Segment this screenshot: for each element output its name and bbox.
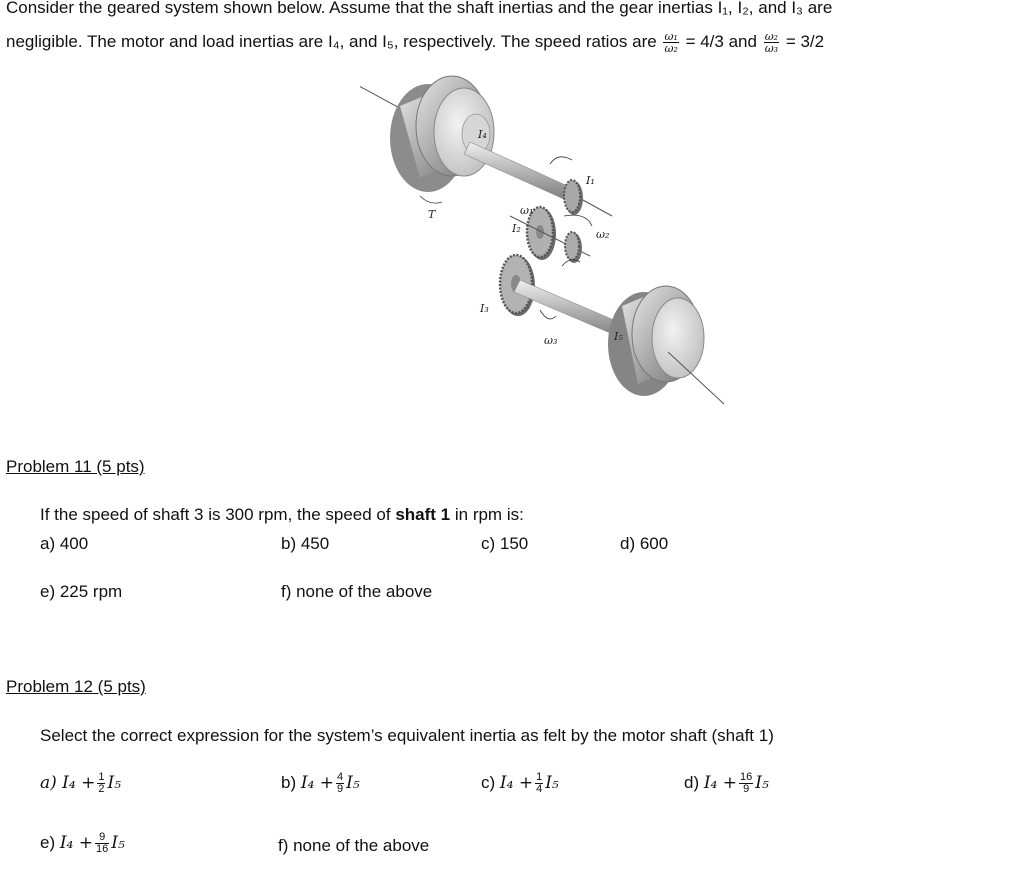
- problem-12-question: Select the correct expression for the system’s equivalent inertia as felt by the motor shaft (shaft 1): [40, 726, 774, 745]
- gear-1: [564, 180, 583, 215]
- problem-11-question-end: in rpm is:: [450, 505, 524, 524]
- speed-ratio-1: [663, 31, 678, 54]
- intro-line-2-text: negligible. The motor and load inertias are I₄, and I₅, respectively. The speed ratios are: [6, 32, 657, 51]
- ratio-2-value: = 3/2: [785, 32, 825, 51]
- p12-option-d-tail: I₅: [755, 772, 769, 793]
- label-T: T: [428, 208, 436, 221]
- p12-option-c-prefix: c): [481, 772, 500, 792]
- p12-option-e-tail: I₅: [111, 832, 125, 853]
- ratio-2-numerator: ω₂: [764, 30, 779, 44]
- intro-line-1-text: Consider the geared system shown below. Assume that the shaft inertias and the gear inertias I₁, I₂, and I₃ are: [6, 0, 833, 17]
- p12-option-e-base: I₄ +: [59, 832, 94, 853]
- p12-option-b-tail: I₅: [346, 772, 360, 793]
- problem-11-question: [40, 505, 524, 525]
- p12-option-c-num: 1: [536, 771, 543, 783]
- p12-option-a-prefix: a): [40, 772, 63, 793]
- p12-option-e[interactable]: [40, 832, 125, 855]
- p11-option-a[interactable]: a) 400: [40, 534, 89, 553]
- ratio-1-numerator: ω₁: [664, 30, 678, 44]
- speed-ratio-2: [764, 31, 779, 54]
- ratio-1-value: = 4/3 and: [685, 32, 757, 51]
- shaft-1: [464, 142, 572, 200]
- p12-option-b-num: 4: [337, 771, 344, 783]
- p12-option-a-num: 1: [98, 771, 105, 783]
- intro-line-1: [6, 0, 832, 19]
- p12-option-a-tail: I₅: [107, 772, 122, 793]
- p11-option-f[interactable]: f) none of the above: [281, 582, 433, 601]
- label-omega3: ω₃: [544, 334, 558, 347]
- p12-option-c-base: I₄ +: [499, 772, 534, 793]
- p12-option-d-den: 9: [743, 783, 750, 795]
- gear-3: [565, 232, 582, 263]
- problem-11-question-start: If the speed of shaft 3 is 300 rpm, the speed of: [40, 505, 396, 524]
- p12-option-a-fraction: [97, 772, 105, 795]
- p12-option-c-fraction: [535, 772, 543, 795]
- geared-system-figure: [360, 66, 730, 406]
- torque-arrow: [420, 196, 442, 203]
- p11-option-b[interactable]: b) 450: [281, 534, 330, 553]
- p12-option-d-prefix: d): [684, 772, 704, 792]
- p11-option-e[interactable]: e) 225 rpm: [40, 582, 123, 601]
- label-omega1: ω₁: [520, 204, 534, 217]
- label-I1: I₁: [586, 174, 595, 187]
- p12-option-b-base: I₄ +: [300, 772, 335, 793]
- problem-11-question-bold: shaft 1: [395, 505, 451, 524]
- p12-option-c-tail: I₅: [545, 772, 559, 793]
- p12-option-a-base: I₄ +: [62, 772, 96, 793]
- p12-option-e-prefix: e): [40, 832, 60, 852]
- p12-option-d-base: I₄ +: [703, 772, 738, 793]
- p12-option-b-den: 9: [337, 783, 344, 795]
- ratio-1-denominator: ω₂: [664, 42, 678, 56]
- p12-option-a[interactable]: [40, 772, 121, 795]
- p12-option-f[interactable]: f) none of the above: [278, 836, 430, 855]
- label-I4: I₄: [478, 128, 487, 141]
- intro-line-2: [6, 31, 824, 54]
- label-I5: I₅: [614, 330, 623, 343]
- p12-option-b-prefix: b): [281, 772, 301, 792]
- p11-option-c[interactable]: c) 150: [481, 534, 529, 553]
- p12-option-a-den: 2: [98, 783, 105, 795]
- p12-option-d-num: 16: [740, 771, 753, 783]
- p12-option-d[interactable]: [684, 772, 769, 795]
- problem-11-heading: Problem 11 (5 pts): [6, 457, 145, 476]
- p12-option-e-fraction: [95, 832, 109, 855]
- label-I2: I₂: [512, 222, 521, 235]
- p12-option-e-den: 16: [96, 843, 109, 855]
- ratio-2-denominator: ω₃: [764, 42, 779, 56]
- label-omega2: ω₂: [596, 228, 610, 241]
- omega1-arrow: [550, 157, 572, 164]
- p12-option-b-fraction: [336, 772, 344, 795]
- p12-option-e-num: 9: [95, 832, 109, 844]
- label-I3: I₃: [480, 302, 489, 315]
- omega2-arrow: [564, 215, 592, 226]
- omega3-arrow: [540, 310, 556, 319]
- problem-12-heading: Problem 12 (5 pts): [6, 677, 146, 696]
- p12-option-d-fraction: [739, 772, 753, 795]
- p11-option-d[interactable]: d) 600: [620, 534, 669, 553]
- p12-option-c[interactable]: [481, 772, 559, 795]
- p12-option-c-den: 4: [536, 783, 543, 795]
- p12-option-b[interactable]: [281, 772, 360, 795]
